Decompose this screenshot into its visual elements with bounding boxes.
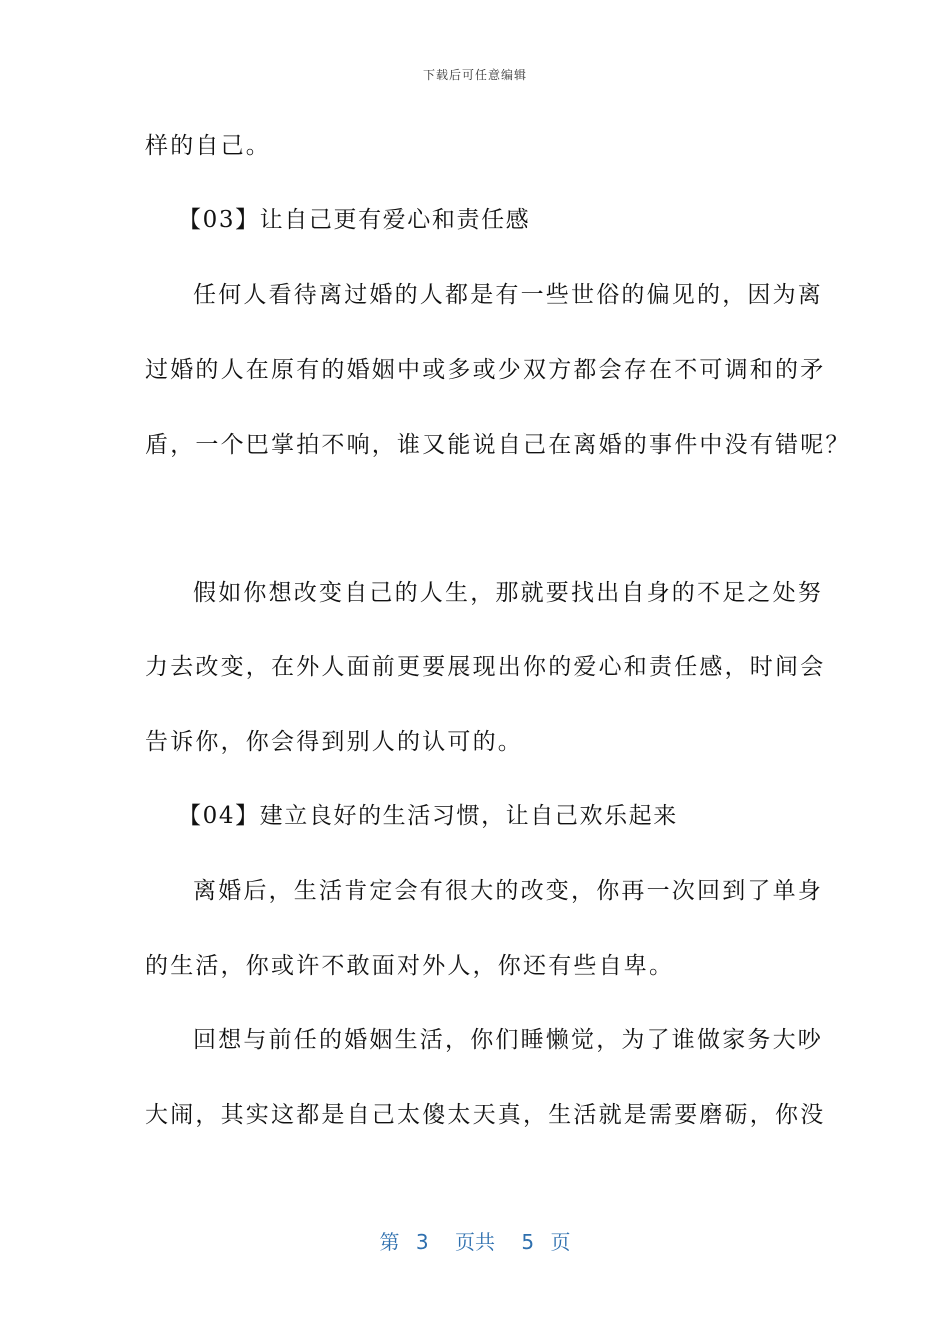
body-line: 回想与前任的婚姻生活，你们睡懒觉，为了谁做家务大吵 [193,1027,823,1053]
footer-suffix: 页 [550,1230,571,1254]
body-line: 过婚的人在原有的婚姻中或多或少双方都会存在不可调和的矛 [145,357,826,383]
section-heading: 【04】建立良好的生活习惯，让自己欢乐起来 [178,803,678,829]
body-line: 盾，一个巴掌拍不响，谁又能说自己在离婚的事件中没有错呢？ [145,432,851,458]
body-line: 力去改变，在外人面前更要展现出你的爱心和责任感，时间会 [145,654,826,680]
body-line: 的生活，你或许不敢面对外人，你还有些自卑。 [145,953,675,979]
body-line: 样的自己。 [145,133,271,159]
body-line: 任何人看待离过婚的人都是有一些世俗的偏见的，因为离 [193,282,823,308]
body-line: 大闹，其实这都是自己太傻太天真，生活就是需要磨砺，你没 [145,1102,826,1128]
section-heading: 【03】让自己更有爱心和责任感 [178,207,531,233]
body-line: 假如你想改变自己的人生，那就要找出自身的不足之处努 [193,580,823,606]
footer-middle: 页共 [455,1230,495,1254]
page-header: 下载后可任意编辑 [422,68,527,82]
current-page-number: 3 [415,1230,429,1254]
footer-prefix: 第 [379,1230,400,1254]
body-line: 告诉你，你会得到别人的认可的。 [145,729,523,755]
total-pages-number: 5 [521,1230,535,1254]
body-line: 离婚后，生活肯定会有很大的改变，你再一次回到了单身 [193,878,823,904]
page-footer [0,1226,950,1255]
